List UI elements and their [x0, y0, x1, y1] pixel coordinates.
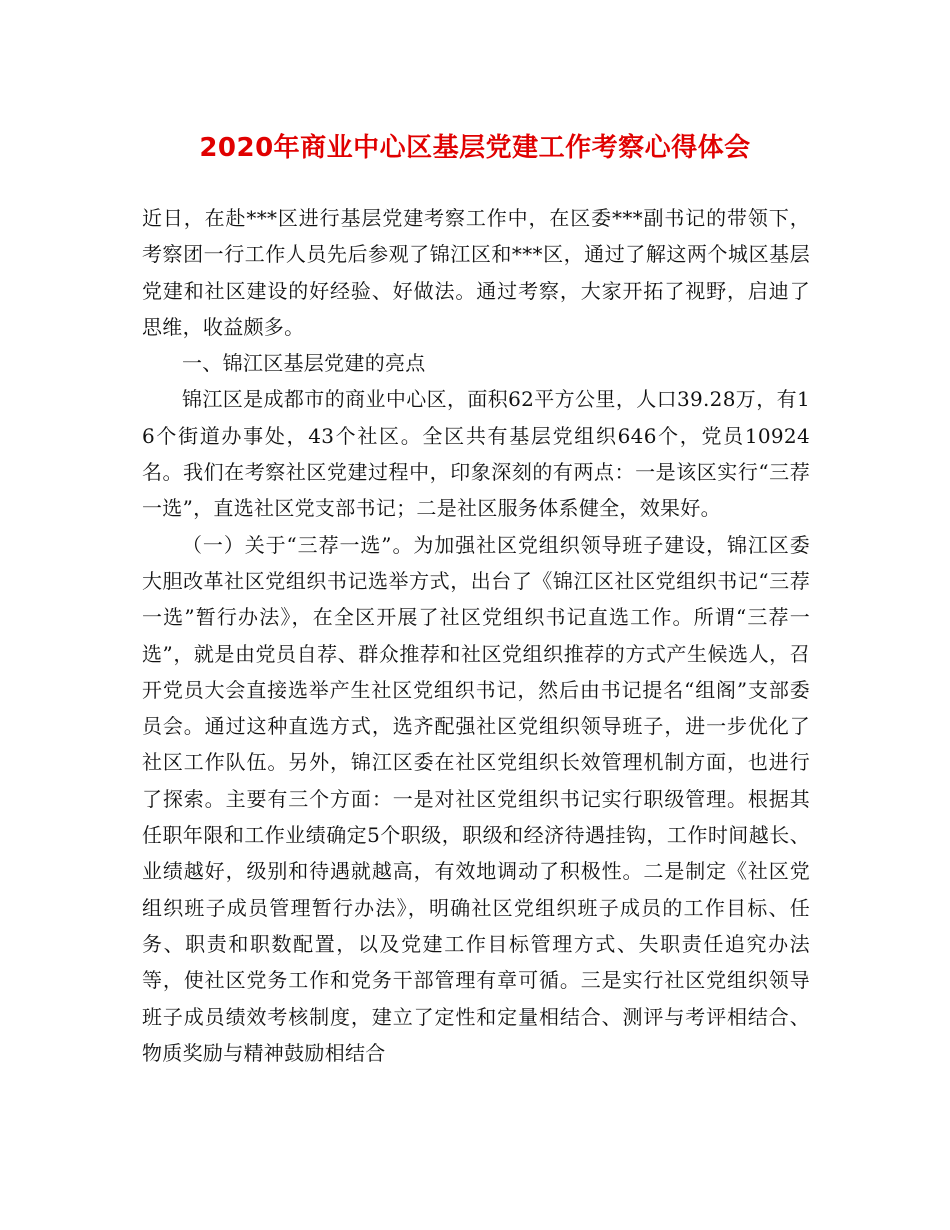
document-body — [142, 200, 810, 1071]
overview-paragraph: 锦江区是成都市的商业中心区，面积62平方公里，人口39.28万，有16个街道办事处，43个社区。全区共有基层党组织646个，党员10924名。我们在考察社区党建过程中，印象深刻的有两点：一是该区实行“三荐一选”，直选社区党支部书记；二是社区服务体系健全，效果好。 — [142, 387, 810, 521]
section-heading: 一、锦江区基层党建的亮点 — [182, 351, 426, 376]
document-title: 2020年商业中心区基层党建工作考察心得体会 — [199, 133, 751, 163]
intro-paragraph: 近日，在赴***区进行基层党建考察工作中，在区委***副书记的带领下，考察团一行工作人员先后参观了锦江区和***区，通过了解这两个城区基层党建和社区建设的好经验、好做法。通过考察，大家开拓了视野，启迪了思维，收益颇多。 — [142, 206, 810, 339]
subsection-paragraph: （一）关于“三荐一选”。为加强社区党组织领导班子建设，锦江区委大胆改革社区党组织书记选举方式，出台了《锦江区社区党组织书记“三荐一选”暂行办法》，在全区开展了社区党组织书记直选工作。所谓“三荐一选”，就是由党员自荐、群众推荐和社区党组织推荐的方式产生候选人，召开党员大会直接选举产生社区党组织书记，然后由书记提名“组阁”支部委员会。通过这种直选方式，选齐配强社区党组织领导班子，进一步优化了社区工作队伍。另外，锦江区委在社区党组织长效管理机制方面，也进行了探索。主要有三个方面：一是对社区党组织书记实行职级管理。根据其任职年限和工作业绩确定5个职级，职级和经济待遇挂钩，工作时间越长、业绩越好，级别和待遇就越高，有效地调动了积极性。二是制定《社区党组织班子成员管理暂行办法》，明确社区党组织班子成员的工作目标、任务、职责和职数配置，以及党建工作目标管理方式、失职责任追究办法等，使社区党务工作和党务干部管理有章可循。三是实行社区党组织领导班子成员绩效考核制度，建立了定性和定量相结合、测评与考评相结合、物质奖励与精神鼓励相结合 — [142, 532, 810, 1065]
